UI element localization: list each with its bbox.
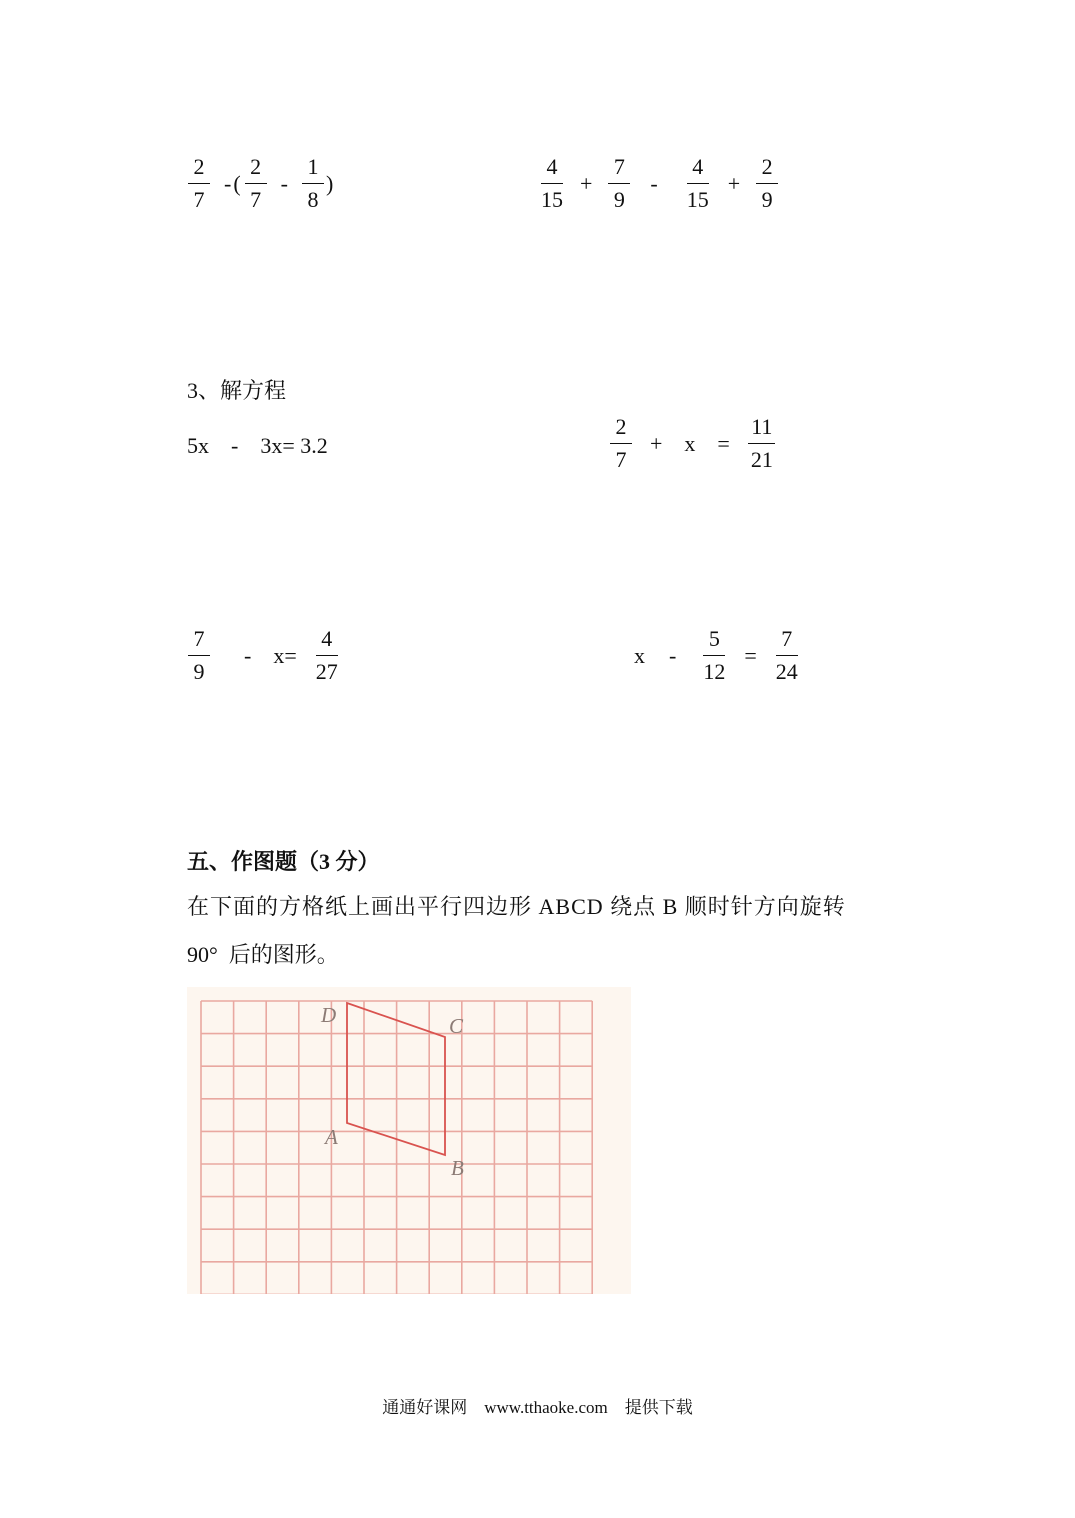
- grid-paper-figure: [187, 987, 631, 1294]
- right-paren: ): [325, 170, 334, 196]
- drawing-heading: 五、作图题（3 分）: [187, 849, 380, 874]
- equations-heading: 3、解方程: [187, 378, 287, 403]
- equation-text: 5x - 3x= 3.2: [187, 433, 328, 458]
- plus-sign: +: [580, 170, 593, 196]
- fraction: $\frac{1}{8}$: [302, 156, 324, 211]
- footer-credit: 通通好课网 www.tthaoke.com 提供下载: [382, 1398, 693, 1417]
- fraction: $\frac{2}{7}$: [188, 156, 210, 211]
- expression-1: [188, 156, 333, 211]
- variable-x: x: [684, 430, 696, 456]
- fraction: $\frac{4}{15}$: [541, 154, 563, 212]
- equals-sign: =: [744, 642, 757, 668]
- fraction: $\frac{7}{9}$: [188, 628, 210, 683]
- fraction: $\frac{7}{24}$: [775, 626, 798, 684]
- fraction: $\frac{5}{12}$: [703, 626, 726, 684]
- equation-3: [188, 628, 341, 683]
- fraction: $\frac{2}{9}$: [756, 156, 778, 211]
- minus-sign: -: [280, 170, 288, 196]
- vertex-label-d: D: [321, 1003, 337, 1027]
- fraction: $\frac{2}{7}$: [610, 416, 632, 471]
- minus-sign: -: [224, 170, 232, 196]
- instruction-line-2: 90° 后的图形。: [187, 942, 339, 967]
- minus-sign: -: [244, 642, 252, 668]
- variable-x: x: [634, 642, 645, 668]
- variable-x-equals: x=: [273, 642, 297, 668]
- equation-1: [187, 429, 328, 460]
- left-paren: (: [233, 170, 241, 196]
- vertex-label-b: B: [451, 1156, 464, 1180]
- equals-sign: =: [717, 430, 730, 456]
- vertex-label-c: C: [449, 1014, 464, 1038]
- fraction: $\frac{7}{9}$: [608, 156, 630, 211]
- instruction-line-1: 在下面的方格纸上画出平行四边形 ABCD 绕点 B 顺时针方向旋转: [187, 894, 846, 919]
- minus-sign: -: [669, 642, 677, 668]
- equation-2: [610, 416, 776, 471]
- plus-sign: +: [650, 430, 663, 456]
- equation-4: [634, 628, 801, 683]
- fraction: $\frac{2}{7}$: [245, 156, 267, 211]
- vertex-label-a: A: [325, 1125, 338, 1149]
- fraction: $\frac{4}{27}$: [315, 626, 338, 684]
- plus-sign: +: [727, 170, 741, 196]
- fraction: $\frac{4}{15}$: [686, 154, 709, 212]
- fraction: $\frac{11}{21}$: [748, 416, 776, 471]
- expression-2: [538, 156, 778, 211]
- minus-sign: -: [650, 170, 658, 196]
